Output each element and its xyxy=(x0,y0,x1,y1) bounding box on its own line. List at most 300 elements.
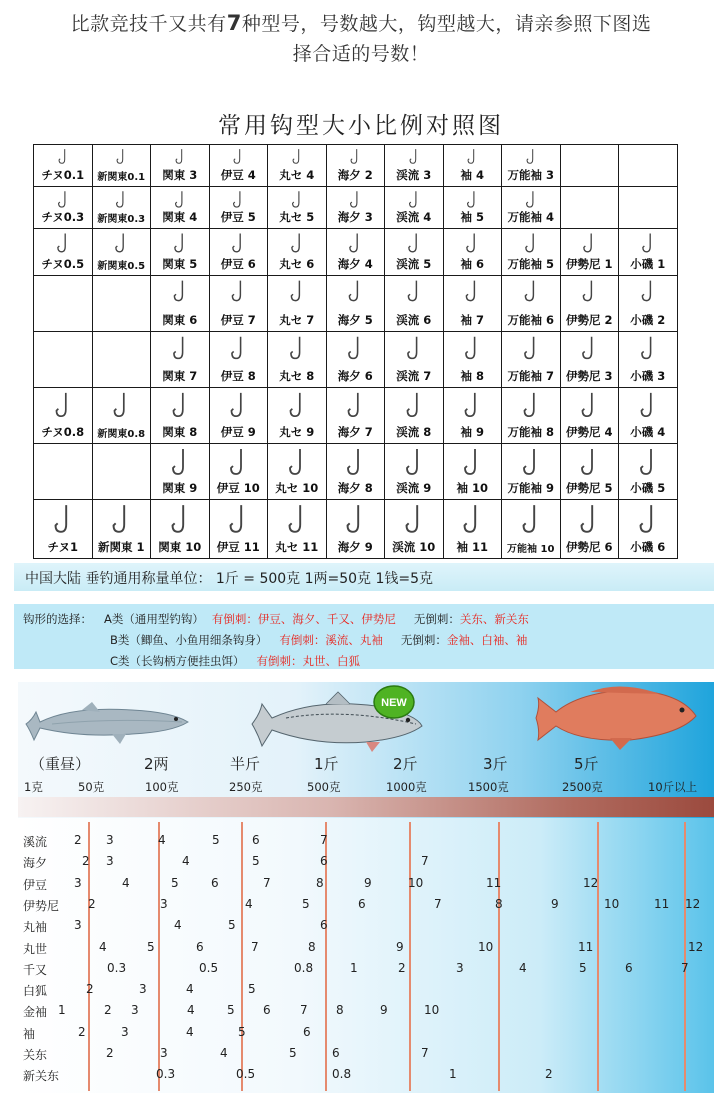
fish-hook-icon xyxy=(287,391,307,419)
class-c-label: C类（长钩柄方便挂虫饵） xyxy=(110,654,245,668)
new-badge-icon xyxy=(372,684,416,720)
hook-size-number: 11 xyxy=(654,896,670,911)
hook-size-number: 2 xyxy=(78,1024,86,1039)
hook-chart-cell xyxy=(268,500,327,559)
units-text: 中国大陆 垂钓通用称量单位： 1斤 = 500克 1两=50克 1钱=5克 xyxy=(25,571,434,587)
fish-hook-icon xyxy=(523,190,538,209)
hook-size-number: 4 xyxy=(186,1024,194,1039)
hook-size-label: 小磯 6 xyxy=(630,540,666,554)
hook-size-number: 3 xyxy=(160,896,168,911)
fish-hook-icon xyxy=(578,503,601,535)
hook-chart-cell xyxy=(151,500,210,559)
hook-size-number: 6 xyxy=(320,918,328,933)
hook-chart-cell xyxy=(502,276,561,332)
hook-size-label: 新関東0.5 xyxy=(97,261,146,272)
hook-chart-cell xyxy=(34,388,93,444)
hook-size-number: 6 xyxy=(625,960,633,975)
hook-chart-cell xyxy=(268,145,327,187)
fish-hook-icon xyxy=(636,503,659,535)
hook-size-number: 10 xyxy=(478,939,494,954)
hook-size-label: 関東 7 xyxy=(162,369,198,383)
hook-size-label: チヌ0.8 xyxy=(41,425,85,439)
hook-size-label: 海夕 7 xyxy=(337,425,373,439)
fish-hook-icon xyxy=(638,335,657,361)
hook-size-number: 10 xyxy=(408,875,424,890)
hook-chart-cell xyxy=(92,276,151,332)
hook-size-number: 5 xyxy=(147,939,155,954)
hook-chart-title: 常用钩型大小比例对照图 xyxy=(218,113,504,139)
weight-label-top: 2斤 xyxy=(393,755,418,773)
fish-hook-icon xyxy=(345,447,366,477)
fish-hook-icon xyxy=(465,190,480,209)
hook-size-label: 関東 10 xyxy=(158,540,202,554)
hook-chart-row xyxy=(34,145,678,187)
fish-hook-icon xyxy=(114,148,128,165)
hook-size-label: 丸セ 6 xyxy=(279,257,315,271)
hook-size-label: 伊豆 5 xyxy=(220,210,256,224)
hook-size-label: 新関東0.3 xyxy=(97,214,146,225)
weight-divider-line xyxy=(498,822,500,1091)
hook-chart-cell xyxy=(385,229,444,276)
weight-label-bottom: 2500克 xyxy=(562,780,603,794)
fish-hook-icon xyxy=(520,447,541,477)
hook-chart-cell xyxy=(619,229,678,276)
hook-size-number: 2 xyxy=(545,1067,553,1082)
hook-size-label: チヌ1 xyxy=(47,540,78,554)
fish-hook-icon xyxy=(230,279,247,303)
hook-size-label: 万能袖 9 xyxy=(507,481,554,495)
hook-chart-cell xyxy=(151,276,210,332)
hook-chart-cell xyxy=(268,276,327,332)
hook-chart-cell xyxy=(443,276,502,332)
large-fish-image xyxy=(530,682,700,754)
hook-size-number: 0.5 xyxy=(199,960,219,975)
class-a-barbed: 有倒刺：伊豆、海夕、千又、伊势尼 xyxy=(211,612,396,626)
hook-chart-cell xyxy=(34,145,93,187)
hook-size-number: 8 xyxy=(316,875,324,890)
hook-chart-cell xyxy=(92,187,151,229)
hook-size-number: 6 xyxy=(252,833,260,847)
hook-size-label: 袖 7 xyxy=(460,313,484,327)
hook-size-number: 5 xyxy=(171,875,179,890)
weight-label-bottom: 250克 xyxy=(229,780,263,794)
fish-hook-icon xyxy=(465,148,479,165)
hook-size-number: 10 xyxy=(424,1003,440,1018)
hook-chart-row xyxy=(34,229,678,276)
hook-size-label: 渓流 5 xyxy=(396,257,432,271)
hook-size-number: 6 xyxy=(320,854,328,869)
fish-hook-icon xyxy=(345,391,365,419)
fish-hook-icon xyxy=(55,232,71,254)
headline-text-a: 比款竞技千又共有 xyxy=(70,13,227,35)
hook-size-label: 袖 4 xyxy=(460,168,484,182)
fish-hook-icon xyxy=(287,335,306,361)
hook-size-label: 伊豆 9 xyxy=(220,425,256,439)
hook-chart-row xyxy=(34,444,678,500)
hook-size-number: 7 xyxy=(320,833,328,847)
hook-size-number: 3 xyxy=(456,960,464,975)
hook-size-number: 4 xyxy=(182,854,190,869)
hook-size-number: 6 xyxy=(196,939,204,954)
hook-chart-cell xyxy=(443,145,502,187)
hook-size-number: 8 xyxy=(336,1003,344,1018)
hook-size-number: 5 xyxy=(212,833,220,847)
hook-size-label: 丸セ 5 xyxy=(279,210,315,224)
hook-chart-cell xyxy=(92,500,151,559)
fish-hook-icon xyxy=(523,232,539,254)
hook-chart-cell xyxy=(326,332,385,388)
hook-size-number: 2 xyxy=(104,1003,112,1018)
headline-text-b: 种型号，号数越大，钩型越大，请亲参照下图选 xyxy=(241,13,652,35)
hook-size-number: 0.8 xyxy=(332,1067,352,1082)
hook-chart-cell xyxy=(443,388,502,444)
class-b-label: B类（鲫鱼、小鱼用细条钩身） xyxy=(110,633,268,647)
fish-hook-icon xyxy=(227,503,250,535)
fish-hook-icon xyxy=(403,447,424,477)
fish-hook-icon xyxy=(464,279,481,303)
hook-chart-row xyxy=(34,187,678,229)
hook-chart-cell xyxy=(502,500,561,559)
fish-hook-icon xyxy=(521,335,540,361)
hook-chart-cell xyxy=(443,229,502,276)
hook-size-number: 6 xyxy=(332,1046,340,1060)
fish-hook-icon xyxy=(581,279,598,303)
fish-hook-icon xyxy=(55,190,70,209)
hook-size-label: 丸セ 9 xyxy=(279,425,315,439)
fish-hook-icon xyxy=(229,335,248,361)
hook-size-panel xyxy=(18,818,714,1093)
hook-chart-row xyxy=(34,388,678,444)
hook-size-label: 海夕 6 xyxy=(337,369,373,383)
hook-size-number: 5 xyxy=(238,1024,246,1039)
class-c-barbed: 有倒刺：丸世、白狐 xyxy=(256,654,361,668)
hook-chart-cell xyxy=(619,276,678,332)
hook-size-label: 関東 6 xyxy=(162,313,198,327)
fish-hook-icon xyxy=(170,335,189,361)
hook-size-label: 万能袖 8 xyxy=(507,425,554,439)
hook-size-number: 12 xyxy=(583,875,599,890)
hook-type-name: 海夕 xyxy=(23,856,48,871)
hook-chart-row xyxy=(34,276,678,332)
hook-size-label: 海夕 8 xyxy=(337,481,373,495)
fish-hook-icon xyxy=(172,232,188,254)
hook-size-number: 3 xyxy=(131,1003,139,1018)
hook-size-label: 新関東0.1 xyxy=(97,172,146,183)
hook-size-label: 伊豆 8 xyxy=(220,369,256,383)
hook-size-number: 6 xyxy=(211,875,219,890)
hook-size-label: 伊勢尼 2 xyxy=(565,313,613,327)
hook-size-label: 万能袖 3 xyxy=(507,168,554,182)
hook-size-label: 関東 8 xyxy=(162,425,198,439)
fish-hook-icon xyxy=(114,190,129,209)
hook-size-label: 万能袖 7 xyxy=(507,369,554,383)
class-a-barbless: 无倒刺： xyxy=(413,612,460,626)
fish-hook-icon xyxy=(171,279,188,303)
fish-hook-icon xyxy=(110,503,133,535)
fish-hook-icon xyxy=(639,279,656,303)
weight-label-top: 1斤 xyxy=(314,755,339,773)
hook-chart-cell xyxy=(34,332,93,388)
weight-label-bottom: 10斤以上 xyxy=(648,780,698,794)
hook-size-label: 小磯 4 xyxy=(630,425,666,439)
hook-size-label: チヌ0.5 xyxy=(41,257,85,271)
hook-size-number: 9 xyxy=(364,875,372,890)
hook-chart-cell xyxy=(502,229,561,276)
hook-type-name: 千又 xyxy=(23,962,48,977)
hook-size-number: 10 xyxy=(604,896,620,911)
hook-chart-cell xyxy=(385,332,444,388)
fish-hook-icon xyxy=(168,503,191,535)
hook-size-number: 1 xyxy=(350,960,358,975)
hook-size-label: 新関東 1 xyxy=(97,540,145,554)
hook-chart-row xyxy=(34,332,678,388)
hook-chart-cell xyxy=(151,229,210,276)
fish-hook-icon xyxy=(53,391,73,419)
hook-size-number: 2 xyxy=(82,854,90,869)
hook-chart-cell xyxy=(209,229,268,276)
fish-hook-icon xyxy=(289,190,304,209)
hook-size-number: 8 xyxy=(495,896,503,911)
hook-type-name: 袖 xyxy=(23,1026,36,1041)
hook-chart-cell xyxy=(619,145,678,187)
hook-size-label: 海夕 9 xyxy=(337,540,373,554)
hook-size-label: 伊豆 10 xyxy=(216,481,260,495)
hook-chart-cell xyxy=(385,388,444,444)
hook-size-label: 渓流 9 xyxy=(396,481,432,495)
hook-size-number: 7 xyxy=(421,854,429,869)
hook-size-number: 3 xyxy=(121,1024,129,1039)
hook-chart-cell xyxy=(34,187,93,229)
hook-size-number: 1 xyxy=(449,1067,457,1082)
hook-size-number: 7 xyxy=(300,1003,308,1018)
fish-hook-icon xyxy=(402,503,425,535)
hook-chart-cell xyxy=(443,500,502,559)
hook-size-number: 4 xyxy=(220,1046,228,1060)
hook-size-number: 6 xyxy=(358,896,366,911)
fish-hook-icon xyxy=(51,503,74,535)
hook-size-number: 2 xyxy=(106,1046,114,1060)
hook-size-number: 7 xyxy=(263,875,271,890)
fish-hook-icon xyxy=(228,391,248,419)
hook-size-label: 伊豆 6 xyxy=(220,257,256,271)
fish-hook-icon xyxy=(290,148,304,165)
hook-chart-cell xyxy=(385,187,444,229)
hook-size-number: 2 xyxy=(88,896,96,911)
weight-label-bottom: 100克 xyxy=(145,780,179,794)
hook-chart-cell xyxy=(92,388,151,444)
hook-chart-cell xyxy=(268,332,327,388)
hook-chart-cell xyxy=(502,388,561,444)
hook-size-label: 小磯 5 xyxy=(630,481,666,495)
fish-hook-icon xyxy=(289,232,305,254)
weight-label-top: 半斤 xyxy=(230,755,261,773)
hook-size-number: 6 xyxy=(263,1003,271,1018)
hook-size-label: 海夕 2 xyxy=(337,168,373,182)
hook-chart-cell xyxy=(560,145,619,187)
hook-size-label: 渓流 7 xyxy=(396,369,432,383)
hook-type-name: 伊势尼 xyxy=(23,898,60,913)
fish-hook-icon xyxy=(170,391,190,419)
hook-chart-cell xyxy=(209,444,268,500)
weight-divider-line xyxy=(684,822,686,1091)
hook-chart-cell xyxy=(34,444,93,500)
hook-size-label: 海夕 3 xyxy=(337,210,373,224)
fish-hook-icon xyxy=(172,190,187,209)
hook-chart-cell xyxy=(560,276,619,332)
hook-chart-cell xyxy=(619,388,678,444)
hook-chart-cell xyxy=(326,444,385,500)
hook-size-label: 万能袖 10 xyxy=(507,544,555,555)
hook-chart-cell xyxy=(502,145,561,187)
hook-size-label: 万能袖 5 xyxy=(507,257,554,271)
hook-chart-cell xyxy=(326,500,385,559)
hook-size-number: 4 xyxy=(99,939,107,954)
fish-hook-icon xyxy=(285,503,308,535)
hook-chart-cell xyxy=(209,332,268,388)
hook-chart-cell xyxy=(560,444,619,500)
fish-hook-icon xyxy=(579,391,599,419)
hook-type-name: 白狐 xyxy=(23,984,48,999)
hook-chart-cell xyxy=(443,187,502,229)
hook-size-label: 袖 9 xyxy=(460,425,484,439)
hook-chart-cell xyxy=(443,332,502,388)
hook-chart-cell xyxy=(326,145,385,187)
hook-size-label: 海夕 4 xyxy=(337,257,373,271)
hook-size-number: 2 xyxy=(74,833,82,847)
hook-size-number: 8 xyxy=(308,939,316,954)
fish-hook-icon xyxy=(346,335,365,361)
hook-size-number: 4 xyxy=(122,875,130,890)
hook-chart-cell xyxy=(209,276,268,332)
fish-hook-icon xyxy=(580,335,599,361)
weight-label-bottom: 50克 xyxy=(78,780,105,794)
hook-size-number: 4 xyxy=(186,982,194,997)
class-b-barbless: 无倒刺： xyxy=(400,633,447,647)
fish-hook-icon xyxy=(404,335,423,361)
hook-chart-cell xyxy=(560,187,619,229)
hook-chart-cell xyxy=(385,500,444,559)
hook-chart-cell xyxy=(619,500,678,559)
hook-type-name: 关东 xyxy=(23,1048,48,1062)
hook-chart-cell xyxy=(560,229,619,276)
hook-chart-cell xyxy=(92,145,151,187)
hook-chart-cell xyxy=(502,187,561,229)
hook-size-number: 1 xyxy=(58,1003,66,1018)
fish-hook-icon xyxy=(638,391,658,419)
fish-hook-icon xyxy=(406,190,421,209)
hook-type-name: 丸袖 xyxy=(23,920,48,935)
hook-size-number: 5 xyxy=(228,918,236,933)
hook-size-number: 3 xyxy=(106,854,114,869)
hook-size-label: 渓流 4 xyxy=(396,210,432,224)
fish-hook-icon xyxy=(521,391,541,419)
hook-size-number: 7 xyxy=(421,1046,429,1060)
hook-size-number: 5 xyxy=(248,982,256,997)
weight-label-top: 2两 xyxy=(144,755,169,773)
fish-hook-icon xyxy=(581,232,597,254)
hook-size-label: 丸セ 7 xyxy=(279,313,315,327)
weight-label-bottom: 1500克 xyxy=(468,780,509,794)
hook-chart-cell xyxy=(619,444,678,500)
hook-size-number: 12 xyxy=(685,896,701,911)
hook-chart-cell xyxy=(151,444,210,500)
hook-size-label: 袖 6 xyxy=(460,257,484,271)
hook-chart-cell xyxy=(385,276,444,332)
hook-chart-cell xyxy=(92,229,151,276)
hook-size-number: 7 xyxy=(681,960,689,975)
hook-size-label: チヌ0.3 xyxy=(41,210,85,224)
hook-size-number: 6 xyxy=(303,1024,311,1039)
fish-hook-icon xyxy=(464,232,480,254)
hook-size-label: 伊豆 7 xyxy=(220,313,256,327)
hook-type-name: 新关东 xyxy=(23,1069,60,1084)
fish-hook-icon xyxy=(406,232,422,254)
hook-type-name: 金袖 xyxy=(23,1005,48,1020)
fish-hook-icon xyxy=(637,447,658,477)
hook-chart-cell xyxy=(268,444,327,500)
hook-size-label: 小磯 2 xyxy=(630,313,666,327)
weight-gradient-bar xyxy=(18,797,714,817)
class-b-barbed: 有倒刺：溪流、丸袖 xyxy=(279,633,383,647)
hook-size-number: 11 xyxy=(486,875,502,890)
hook-chart-cell xyxy=(209,500,268,559)
hook-chart-row xyxy=(34,500,678,559)
hook-size-label: 伊勢尼 6 xyxy=(565,540,613,554)
fish-hook-icon xyxy=(405,279,422,303)
weight-divider-line xyxy=(241,822,243,1091)
class-b-barbless-items: 金袖、白袖、袖 xyxy=(446,633,528,647)
hook-size-label: 伊勢尼 3 xyxy=(565,369,613,383)
hook-size-number: 5 xyxy=(302,896,310,911)
fish-hook-icon xyxy=(111,391,131,419)
hook-size-number: 3 xyxy=(160,1046,168,1060)
headline xyxy=(0,8,722,69)
hook-size-label: 伊勢尼 5 xyxy=(565,481,613,495)
hook-size-number: 9 xyxy=(380,1003,388,1018)
weight-label-top: 5斤 xyxy=(574,755,599,773)
hook-chart-cell xyxy=(209,145,268,187)
hook-chart-cell xyxy=(151,388,210,444)
hook-size-number: 3 xyxy=(106,833,114,847)
hook-size-label: チヌ0.1 xyxy=(41,168,85,182)
hook-chart-cell xyxy=(268,388,327,444)
hook-chart-cell xyxy=(502,444,561,500)
hook-type-name: 丸世 xyxy=(23,941,48,956)
hook-size-number: 4 xyxy=(245,896,253,911)
hook-chart-cell xyxy=(560,388,619,444)
hook-size-number: 0.3 xyxy=(107,960,127,975)
hook-size-number: 9 xyxy=(396,939,404,954)
headline-line2: 择合适的号数！ xyxy=(292,43,430,65)
hook-class-title: 钩形的选择： xyxy=(23,612,92,626)
headline-count: 7 xyxy=(226,11,242,35)
hook-chart-cell xyxy=(92,444,151,500)
hook-size-label: 袖 10 xyxy=(456,481,488,495)
hook-size-number: 3 xyxy=(139,982,147,997)
fish-hook-icon xyxy=(347,279,364,303)
hook-chart-cell xyxy=(619,332,678,388)
hook-type-name: 伊豆 xyxy=(23,877,48,892)
hook-chart-cell xyxy=(268,229,327,276)
hook-size-label: 関東 9 xyxy=(162,481,198,495)
hook-size-number: 0.3 xyxy=(156,1067,176,1082)
fish-hook-icon xyxy=(228,447,249,477)
fish-hook-icon xyxy=(522,279,539,303)
fish-hook-icon xyxy=(344,503,367,535)
hook-size-label: 伊勢尼 1 xyxy=(565,257,613,271)
hook-chart-cell xyxy=(619,187,678,229)
hook-size-number: 12 xyxy=(688,939,704,954)
